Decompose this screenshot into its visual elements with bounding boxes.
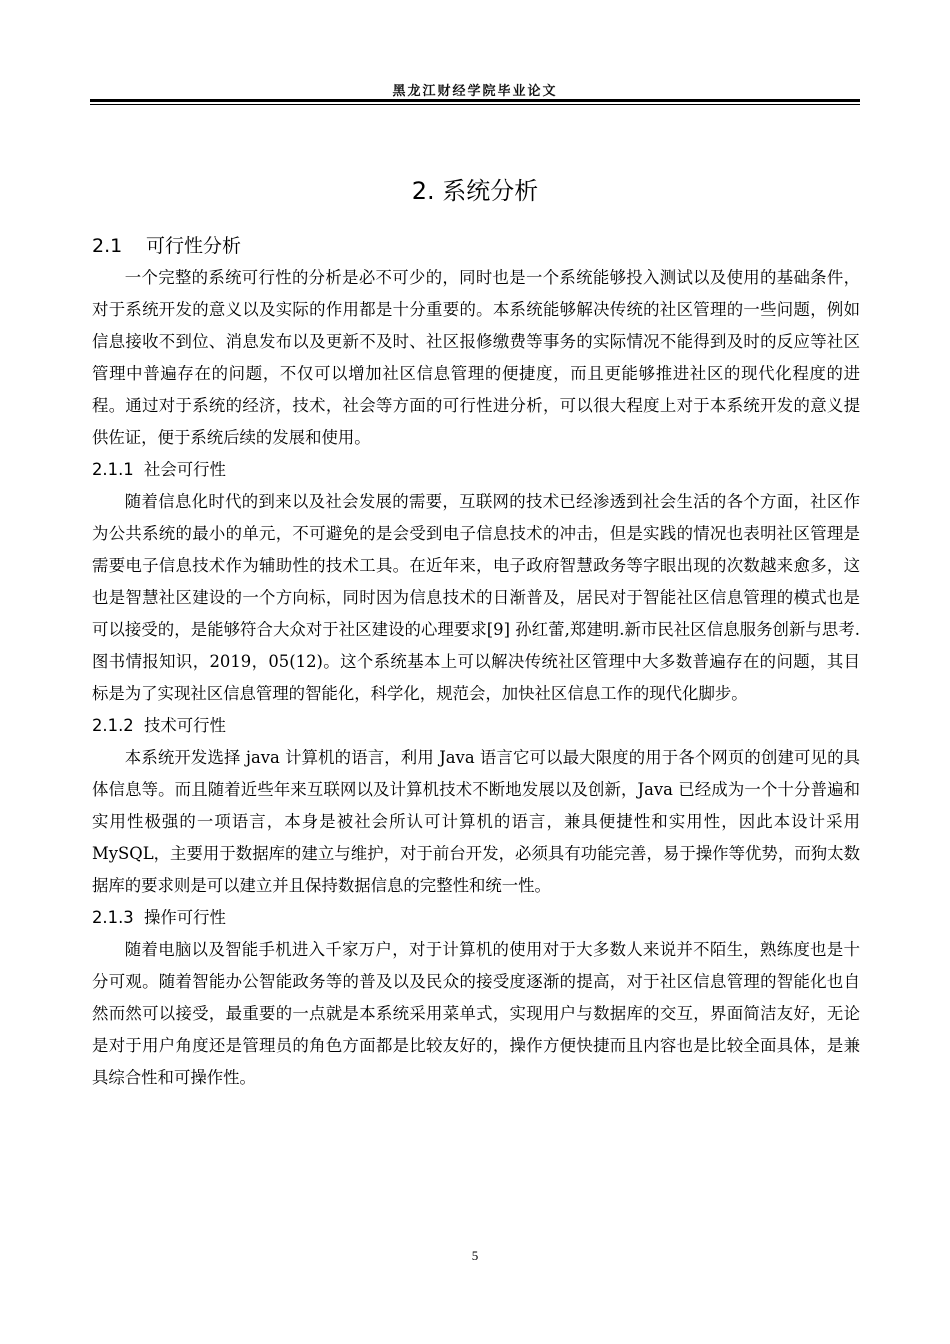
subsection-number: 2.1.1 (92, 460, 134, 479)
running-header: 黑龙江财经学院毕业论文 (392, 84, 558, 99)
subsection-paragraph-social: 随着信息化时代的到来以及社会发展的需要，互联网的技术已经渗透到社会生活的各个方面，社区作为公共系统的最小的单元，不可避免的是会受到电子信息技术的冲击，但是实践的情况也表明社区管理是需要电子信息技术作为辅助性的技术工具。在近年来，电子政府智慧政务等字眼出现的次数越来愈多，这也是智慧社区建设的一个方向标，同时因为信息技术的日渐普及，居民对于智能社区信息管理的模式也是可以接受的，是能够符合大众对于社区建设的心理要求[9] 孙红蕾,郑建明.新市民社区信息服务创新与思考.图书情报知识，2019，05(12)。这个系统基本上可以解决传统社区管理中大多数普遍存在的问题，其目标是为了实现社区信息管理的智能化，科学化，规范会，加快社区信息工作的现代化脚步。 (92, 492, 860, 703)
subsection-heading-operational (92, 902, 860, 934)
subsection-paragraph-operational: 随着电脑以及智能手机进入千家万户，对于计算机的使用对于大多数人来说并不陌生，熟练度也是十分可观。随着智能办公智能政务等的普及以及民众的接受度逐渐的提高，对于社区信息管理的智能化也自然而然可以接受，最重要的一点就是本系统采用菜单式，实现用户与数据库的交互，界面简洁友好，无论是对于用户角度还是管理员的角色方面都是比较友好的，操作方便快捷而且内容也是比较全面具体，是兼具综合性和可操作性。 (92, 940, 860, 1087)
subsection-number: 2.1.3 (92, 908, 134, 927)
header-rule-thick (90, 99, 860, 102)
section-title: 可行性分析 (146, 235, 242, 257)
subsection-heading-social (92, 454, 860, 486)
subsection-title: 社会可行性 (144, 460, 226, 479)
chapter-title: 2. 系统分析 (411, 177, 539, 205)
section-intro-paragraph: 一个完整的系统可行性的分析是必不可少的，同时也是一个系统能够投入测试以及使用的基础条件，对于系统开发的意义以及实际的作用都是十分重要的。本系统能够解决传统的社区管理的一些问题，例如信息接收不到位、消息发布以及更新不及时、社区报修缴费等事务的实际情况不能得到及时的反应等社区管理中普遍存在的问题，不仅可以增加社区信息管理的便捷度，而且更能够推进社区的现代化程度的进程。通过对于系统的经济，技术，社会等方面的可行性进分析，可以很大程度上对于本系统开发的意义提供佐证，便于系统后续的发展和使用。 (92, 268, 860, 447)
section-number: 2.1 (92, 235, 123, 257)
header-rule-thin (90, 104, 860, 105)
subsection-title: 操作可行性 (144, 908, 226, 927)
subsection-paragraph-technical: 本系统开发选择 java 计算机的语言，利用 Java 语言它可以最大限度的用于各个网页的创建可见的具体信息等。而且随着近些年来互联网以及计算机技术不断地发展以及创新，Java 已经成为一个十分普遍和实用性极强的一项语言，本身是被社会所认可计算机的语言，兼具便捷性和实用性，因此本设计采用 MySQL，主要用于数据库的建立与维护，对于前台开发，必须具有功能完善，易于操作等优势，而狗太数据库的要求则是可以建立并且保持数据信息的完整性和统一性。 (92, 748, 860, 895)
document-body (92, 230, 860, 1094)
section-heading (92, 230, 860, 262)
subsection-title: 技术可行性 (144, 716, 226, 735)
subsection-heading-technical (92, 710, 860, 742)
subsection-number: 2.1.2 (92, 716, 134, 735)
page-number: 5 (471, 1248, 479, 1263)
